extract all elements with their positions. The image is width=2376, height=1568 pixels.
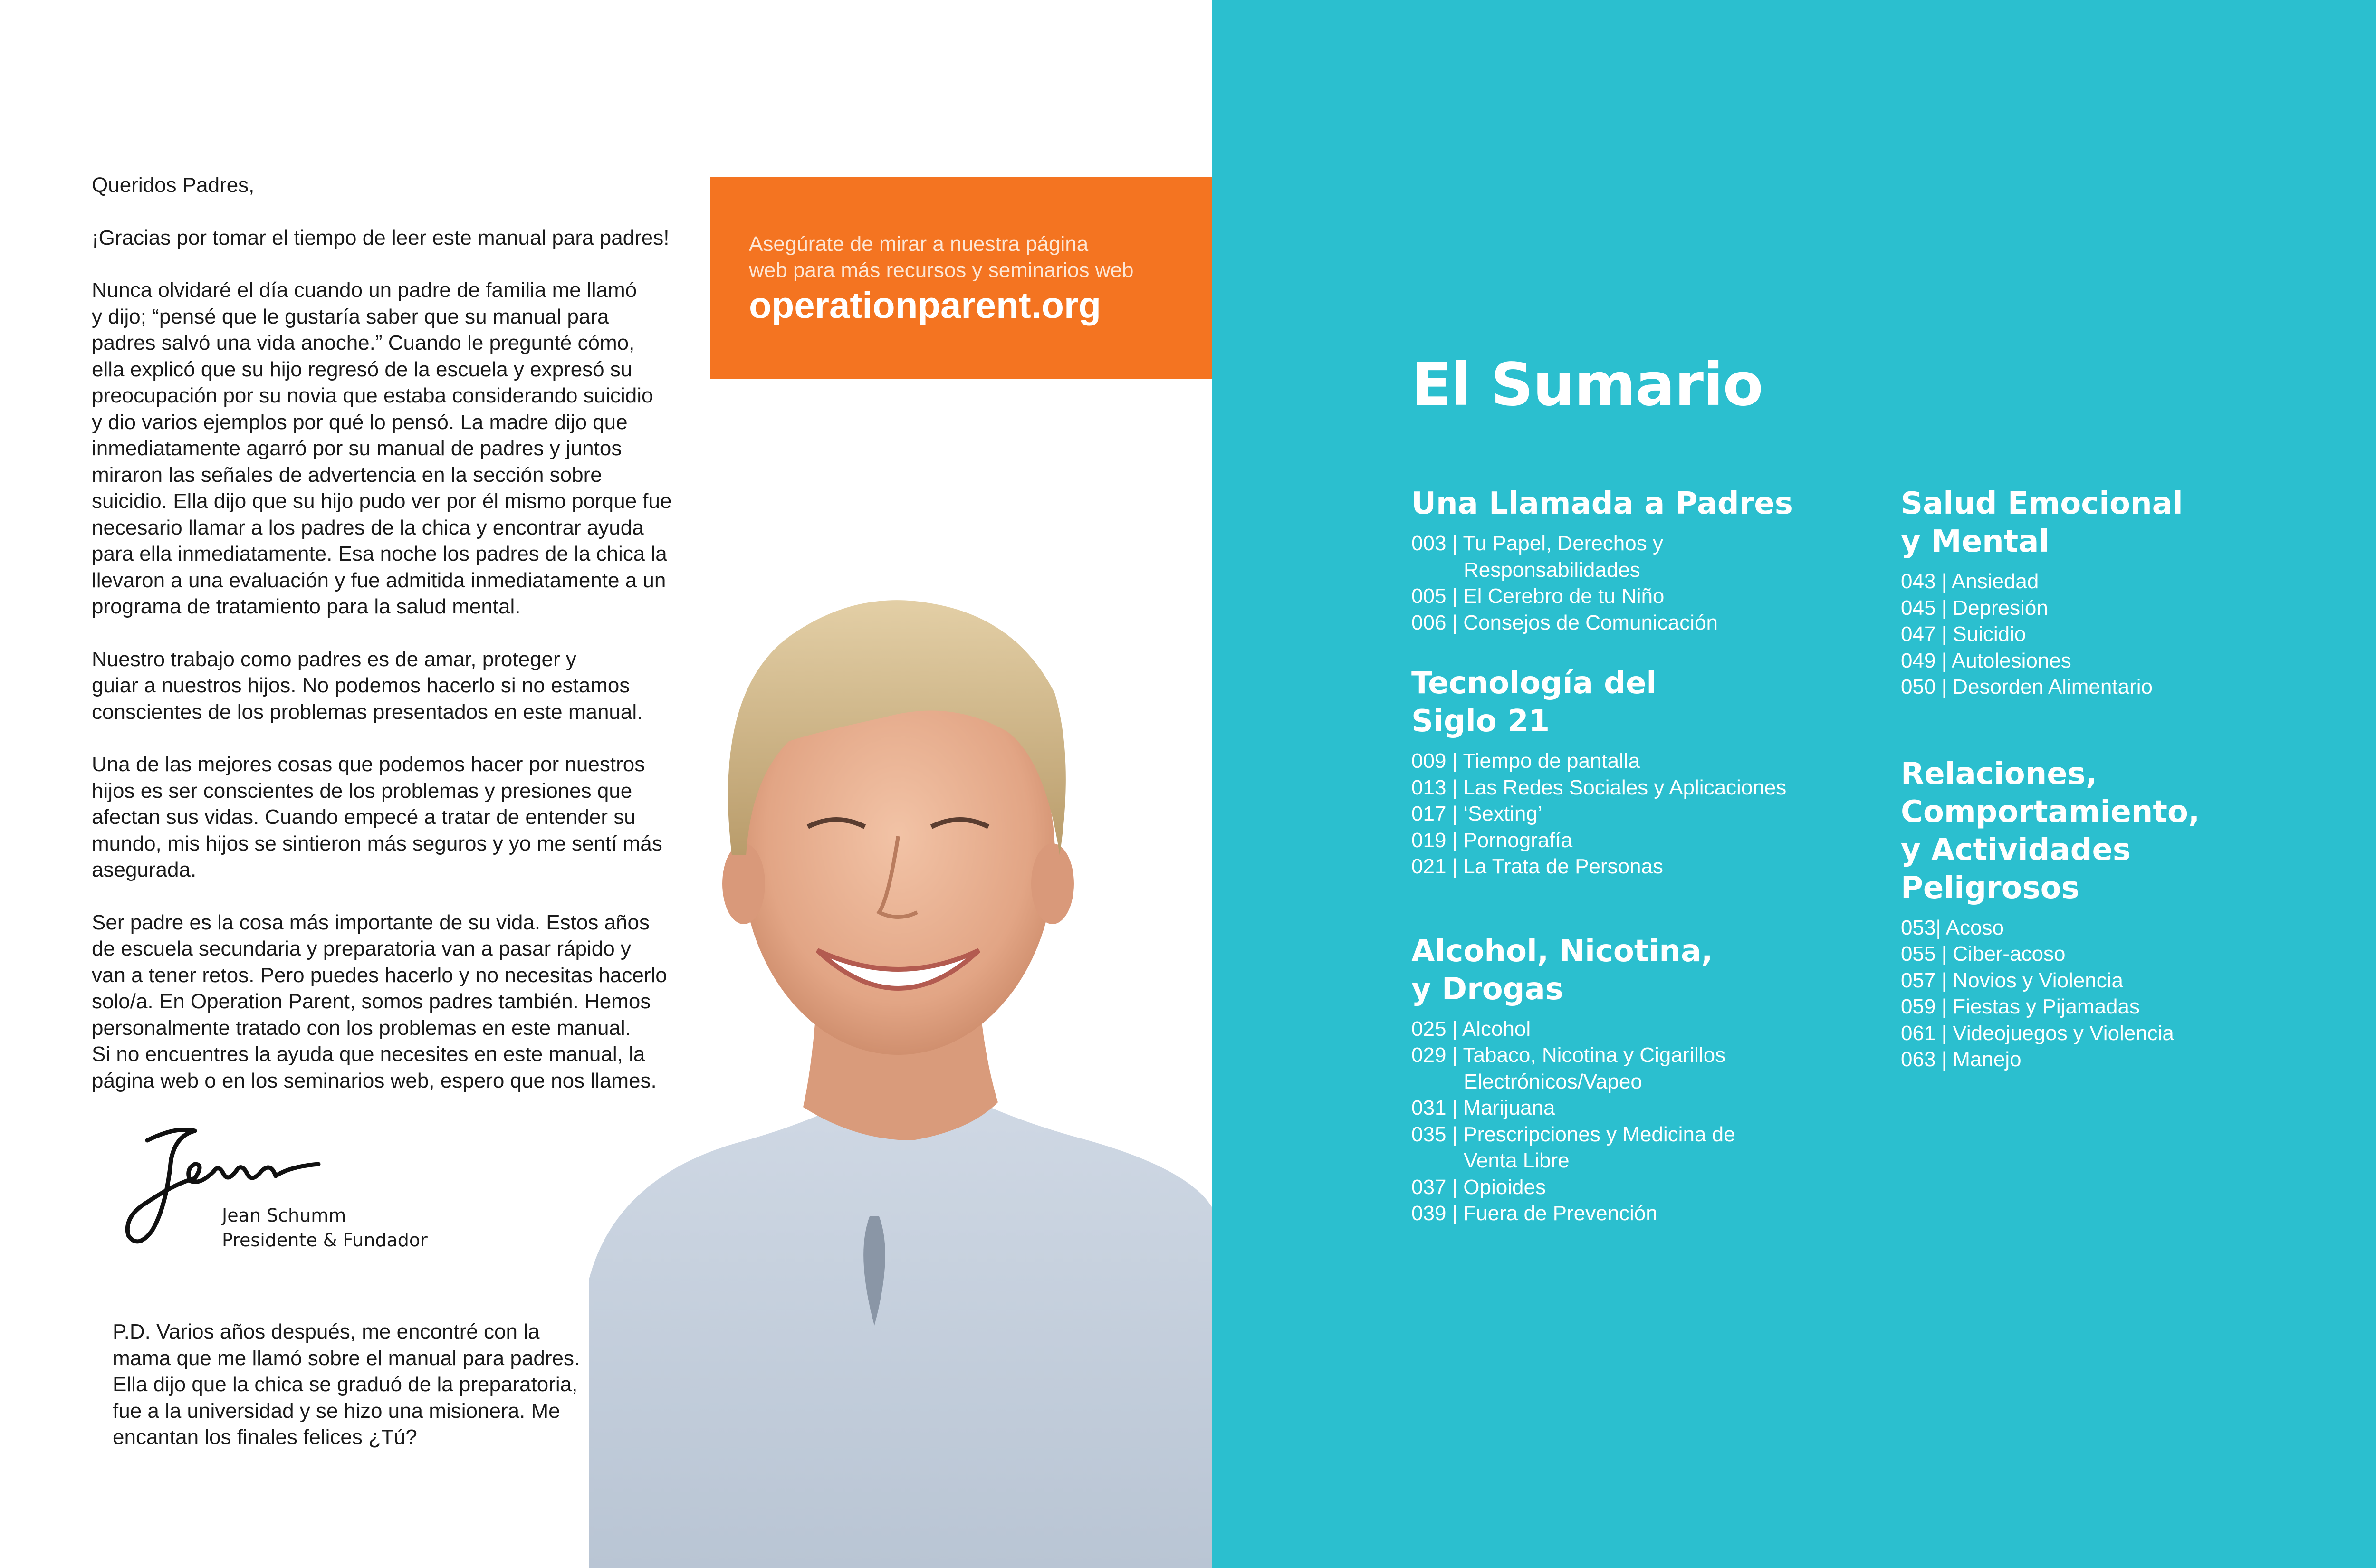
toc-column-left: [1411, 485, 1887, 1227]
toc-entry[interactable]: 043 | Ansiedad: [1901, 570, 2039, 593]
toc-entry[interactable]: 061 | Videojuegos y Violencia: [1901, 1021, 2174, 1045]
toc-entry[interactable]: 025 | Alcohol: [1411, 1017, 1531, 1041]
toc-section: [1901, 755, 2376, 1073]
toc-entry[interactable]: 021 | La Trata de Personas: [1411, 855, 1663, 878]
toc-section-title: Alcohol, Nicotina, y Drogas: [1411, 933, 1713, 1007]
letter-greeting: Queridos Padres,: [92, 173, 255, 197]
toc-entry-list: [1901, 568, 2376, 700]
toc-entry[interactable]: 037 | Opioides: [1411, 1175, 1546, 1199]
toc-title: El Sumario: [1411, 351, 1763, 419]
toc-entry[interactable]: 049 | Autolesiones: [1901, 649, 2071, 672]
toc-entry[interactable]: 003 | Tu Papel, Derechos y Responsabilidades: [1411, 532, 1663, 582]
toc-entry-list: [1901, 915, 2376, 1073]
toc-entry[interactable]: 013 | Las Redes Sociales y Aplicaciones: [1411, 775, 1787, 799]
letter-paragraph: Una de las mejores cosas que podemos hacer por nuestros hijos es ser conscientes de los problemas y presiones que afectan sus vidas. Cuando empecé a tratar de entender su mundo, mis hijos se sintieron más seguros y yo me sentí más asegurada.: [92, 753, 662, 881]
toc-section: [1411, 485, 1887, 636]
toc-entry[interactable]: 053| Acoso: [1901, 916, 2004, 939]
website-promo-box: [710, 177, 1212, 379]
toc-entry[interactable]: 045 | Depresión: [1901, 596, 2048, 620]
letter-paragraph: ¡Gracias por tomar el tiempo de leer este manual para padres!: [92, 226, 670, 249]
signatory-name: Jean Schumm Presidente & Fundador: [222, 1205, 428, 1251]
toc-section: [1901, 485, 2376, 700]
founder-portrait: [589, 494, 1212, 1568]
toc-entry[interactable]: 047 | Suicidio: [1901, 622, 2026, 646]
toc-entry-list: [1411, 1016, 1887, 1227]
toc-entry[interactable]: 039 | Fuera de Prevención: [1411, 1202, 1657, 1225]
promo-text: Asegúrate de mirar a nuestra página web para más recursos y seminarios web: [749, 232, 1134, 282]
toc-entry[interactable]: 019 | Pornografía: [1411, 828, 1573, 852]
toc-entry[interactable]: 035 | Prescripciones y Medicina de Venta Libre: [1411, 1122, 1735, 1172]
letter-paragraph: Ser padre es la cosa más importante de su vida. Estos años de escuela secundaria y preparatoria van a pasar rápido y van a tener retos. Pero puedes hacerlo y no necesitas hacerlo solo/a. En Operation Parent, somos padres también. Hemos personalmente tratado con los problemas en este manual. Si no encuentres la ayuda que necesites en este manual, la página web o en los seminarios web, espero que nos llames.: [92, 910, 667, 1092]
toc-section-title: Relaciones, Comportamiento, y Actividades Peligrosos: [1901, 756, 2200, 906]
toc-entry[interactable]: 057 | Novios y Violencia: [1901, 968, 2123, 992]
toc-entry[interactable]: 050 | Desorden Alimentario: [1901, 675, 2153, 698]
toc-section: [1411, 664, 1887, 880]
toc-entry[interactable]: 063 | Manejo: [1901, 1048, 2022, 1071]
toc-entry[interactable]: 017 | ‘Sexting’: [1411, 802, 1542, 825]
toc-entry[interactable]: 055 | Ciber-acoso: [1901, 942, 2066, 966]
toc-entry[interactable]: 059 | Fiestas y Pijamadas: [1901, 995, 2140, 1018]
toc-column-right: [1901, 485, 2376, 1073]
toc-entry[interactable]: 029 | Tabaco, Nicotina y Cigarillos Electrónicos/Vapeo: [1411, 1043, 1726, 1093]
website-link[interactable]: operationparent.org: [749, 284, 1102, 326]
toc-entry[interactable]: 006 | Consejos de Comunicación: [1411, 611, 1718, 634]
toc-section: [1411, 932, 1887, 1227]
toc-section-title: Salud Emocional y Mental: [1901, 486, 2183, 559]
letter-paragraph: Nuestro trabajo como padres es de amar, proteger y guiar a nuestros hijos. No podemos hacerlo si no estamos conscientes de los problemas presentados en este manual.: [92, 647, 643, 724]
toc-entry[interactable]: 031 | Marijuana: [1411, 1096, 1555, 1119]
toc-section-title: Una Llamada a Padres: [1411, 486, 1793, 521]
table-of-contents-page: [1212, 0, 2376, 1568]
toc-entry-list: [1411, 748, 1887, 880]
toc-section-title: Tecnología del Siglo 21: [1411, 666, 1657, 739]
postscript: P.D. Varios años después, me encontré con la mama que me llamó sobre el manual para padres. Ella dijo que la chica se graduó de la preparatoria, fue a la universidad y se hizo una misionera. Me encantan los finales felices ¿Tú?: [113, 1320, 580, 1449]
toc-entry[interactable]: 005 | El Cerebro de tu Niño: [1411, 584, 1665, 608]
toc-entry-list: [1411, 530, 1887, 636]
letter-paragraph: Nunca olvidaré el día cuando un padre de familia me llamó y dijo; “pensé que le gustaría saber que su manual para padres salvó una vida anoche.” Cuando le pregunté cómo, ella explicó que su hijo regresó de la escuela y expresó su preocupación por su novia que estaba considerando suicidio y dio varios ejemplos por qué lo pensó. La madre dijo que inmediatamente agarró por su manual de padres y juntos miraron las señales de advertencia en la sección sobre suicidio. Ella dijo que su hijo pudo ver por él mismo porque fue necesario llamar a los padres de la chica y encontrar ayuda para ella inmediatamente. Esa noche los padres de la chica la llevaron a una evaluación y fue admitida inmediatamente a un programa de tratamiento para la salud mental.: [92, 278, 672, 618]
toc-entry[interactable]: 009 | Tiempo de pantalla: [1411, 749, 1640, 773]
